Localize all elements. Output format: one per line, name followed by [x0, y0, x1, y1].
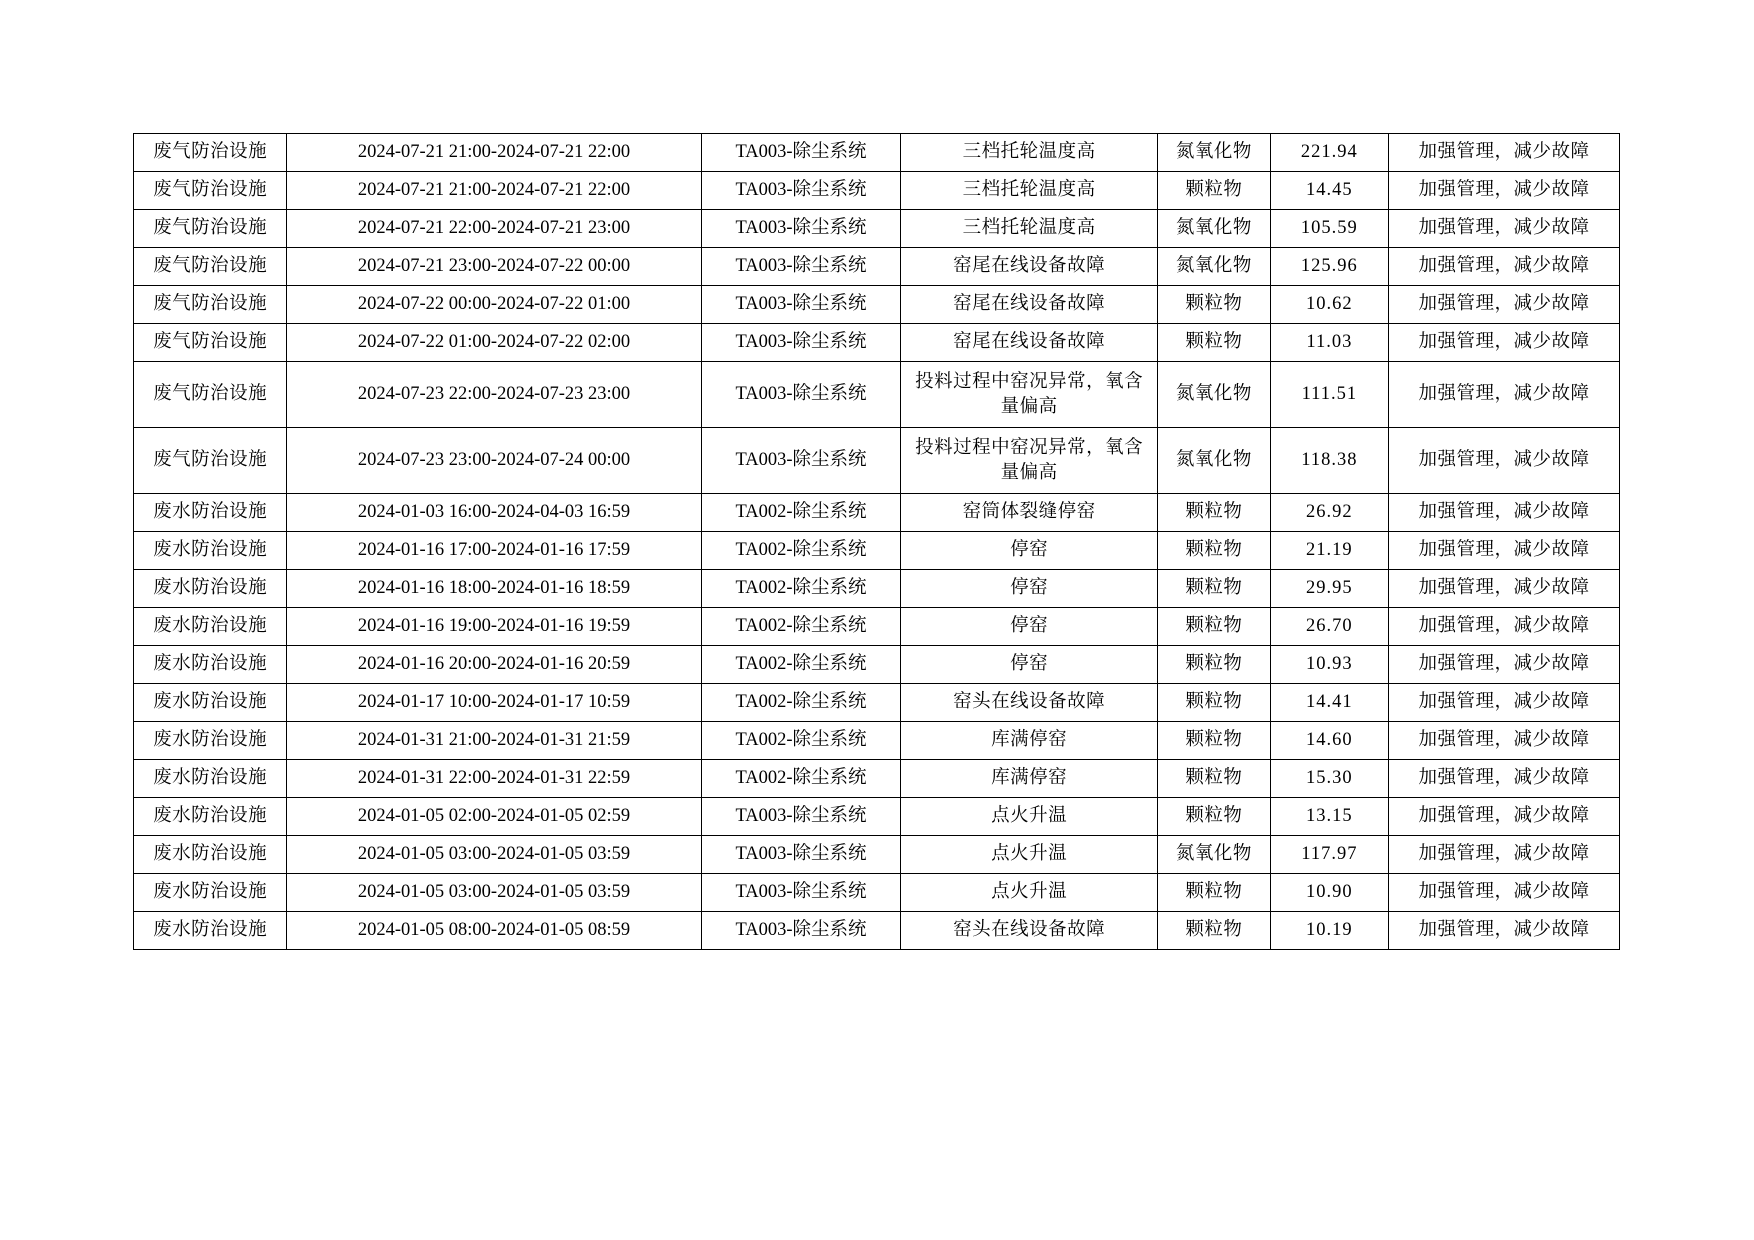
- cell-facility: 废水防治设施: [134, 912, 287, 950]
- cell-reason: 点火升温: [901, 798, 1158, 836]
- cell-value: 111.51: [1270, 362, 1388, 428]
- cell-measure: 加强管理，减少故障: [1389, 646, 1620, 684]
- cell-facility: 废水防治设施: [134, 646, 287, 684]
- cell-value: 118.38: [1270, 428, 1388, 494]
- cell-facility: 废水防治设施: [134, 836, 287, 874]
- cell-measure: 加强管理，减少故障: [1389, 286, 1620, 324]
- cell-time-range: 2024-07-21 21:00-2024-07-21 22:00: [287, 172, 702, 210]
- cell-value: 221.94: [1270, 134, 1388, 172]
- cell-measure: 加强管理，减少故障: [1389, 172, 1620, 210]
- cell-value: 21.19: [1270, 532, 1388, 570]
- cell-time-range: 2024-07-22 01:00-2024-07-22 02:00: [287, 324, 702, 362]
- cell-reason: 库满停窑: [901, 722, 1158, 760]
- table-row: [134, 494, 1620, 532]
- cell-device-code: TA003-除尘系统: [701, 324, 900, 362]
- cell-measure: 加强管理，减少故障: [1389, 684, 1620, 722]
- cell-device-code: TA003-除尘系统: [701, 286, 900, 324]
- cell-pollutant: 颗粒物: [1158, 798, 1271, 836]
- cell-time-range: 2024-01-16 17:00-2024-01-16 17:59: [287, 532, 702, 570]
- cell-device-code: TA003-除尘系统: [701, 362, 900, 428]
- cell-time-range: 2024-01-05 02:00-2024-01-05 02:59: [287, 798, 702, 836]
- table-row: [134, 722, 1620, 760]
- cell-time-range: 2024-01-05 03:00-2024-01-05 03:59: [287, 836, 702, 874]
- cell-pollutant: 颗粒物: [1158, 324, 1271, 362]
- cell-time-range: 2024-07-22 00:00-2024-07-22 01:00: [287, 286, 702, 324]
- cell-reason: 停窑: [901, 646, 1158, 684]
- cell-facility: 废气防治设施: [134, 362, 287, 428]
- cell-time-range: 2024-01-16 18:00-2024-01-16 18:59: [287, 570, 702, 608]
- cell-value: 26.92: [1270, 494, 1388, 532]
- cell-reason: 三档托轮温度高: [901, 210, 1158, 248]
- cell-measure: 加强管理，减少故障: [1389, 836, 1620, 874]
- cell-device-code: TA003-除尘系统: [701, 134, 900, 172]
- table-row: [134, 210, 1620, 248]
- table-row: [134, 760, 1620, 798]
- table-row: [134, 362, 1620, 428]
- cell-reason: 投料过程中窑况异常，氧含量偏高: [901, 362, 1158, 428]
- cell-facility: 废气防治设施: [134, 210, 287, 248]
- cell-reason: 窑筒体裂缝停窑: [901, 494, 1158, 532]
- cell-facility: 废气防治设施: [134, 324, 287, 362]
- cell-facility: 废气防治设施: [134, 286, 287, 324]
- cell-pollutant: 颗粒物: [1158, 608, 1271, 646]
- cell-facility: 废水防治设施: [134, 608, 287, 646]
- cell-value: 13.15: [1270, 798, 1388, 836]
- cell-reason: 库满停窑: [901, 760, 1158, 798]
- cell-time-range: 2024-01-05 03:00-2024-01-05 03:59: [287, 874, 702, 912]
- cell-facility: 废气防治设施: [134, 172, 287, 210]
- cell-measure: 加强管理，减少故障: [1389, 570, 1620, 608]
- cell-value: 11.03: [1270, 324, 1388, 362]
- cell-facility: 废气防治设施: [134, 134, 287, 172]
- cell-pollutant: 颗粒物: [1158, 684, 1271, 722]
- cell-time-range: 2024-07-21 22:00-2024-07-21 23:00: [287, 210, 702, 248]
- cell-measure: 加强管理，减少故障: [1389, 874, 1620, 912]
- cell-time-range: 2024-01-17 10:00-2024-01-17 10:59: [287, 684, 702, 722]
- cell-device-code: TA002-除尘系统: [701, 608, 900, 646]
- cell-measure: 加强管理，减少故障: [1389, 760, 1620, 798]
- cell-pollutant: 颗粒物: [1158, 286, 1271, 324]
- table-row: [134, 912, 1620, 950]
- cell-value: 125.96: [1270, 248, 1388, 286]
- cell-value: 14.45: [1270, 172, 1388, 210]
- cell-device-code: TA002-除尘系统: [701, 532, 900, 570]
- cell-measure: 加强管理，减少故障: [1389, 134, 1620, 172]
- cell-device-code: TA003-除尘系统: [701, 248, 900, 286]
- cell-time-range: 2024-01-05 08:00-2024-01-05 08:59: [287, 912, 702, 950]
- cell-facility: 废水防治设施: [134, 570, 287, 608]
- cell-measure: 加强管理，减少故障: [1389, 722, 1620, 760]
- cell-device-code: TA003-除尘系统: [701, 836, 900, 874]
- table-row: [134, 608, 1620, 646]
- cell-measure: 加强管理，减少故障: [1389, 912, 1620, 950]
- cell-device-code: TA003-除尘系统: [701, 798, 900, 836]
- cell-value: 10.93: [1270, 646, 1388, 684]
- cell-pollutant: 氮氧化物: [1158, 248, 1271, 286]
- cell-time-range: 2024-01-31 22:00-2024-01-31 22:59: [287, 760, 702, 798]
- cell-facility: 废气防治设施: [134, 248, 287, 286]
- cell-value: 10.90: [1270, 874, 1388, 912]
- cell-pollutant: 颗粒物: [1158, 722, 1271, 760]
- cell-reason: 点火升温: [901, 836, 1158, 874]
- cell-facility: 废气防治设施: [134, 428, 287, 494]
- cell-measure: 加强管理，减少故障: [1389, 362, 1620, 428]
- table-row: [134, 684, 1620, 722]
- cell-device-code: TA003-除尘系统: [701, 172, 900, 210]
- cell-device-code: TA002-除尘系统: [701, 494, 900, 532]
- cell-pollutant: 颗粒物: [1158, 912, 1271, 950]
- cell-time-range: 2024-07-21 21:00-2024-07-21 22:00: [287, 134, 702, 172]
- cell-time-range: 2024-07-23 23:00-2024-07-24 00:00: [287, 428, 702, 494]
- table-row: [134, 324, 1620, 362]
- cell-facility: 废水防治设施: [134, 874, 287, 912]
- cell-measure: 加强管理，减少故障: [1389, 608, 1620, 646]
- table-row: [134, 874, 1620, 912]
- cell-value: 10.19: [1270, 912, 1388, 950]
- table-row: [134, 248, 1620, 286]
- cell-reason: 三档托轮温度高: [901, 172, 1158, 210]
- cell-pollutant: 颗粒物: [1158, 172, 1271, 210]
- cell-time-range: 2024-01-31 21:00-2024-01-31 21:59: [287, 722, 702, 760]
- cell-device-code: TA003-除尘系统: [701, 874, 900, 912]
- cell-reason: 停窑: [901, 608, 1158, 646]
- cell-value: 105.59: [1270, 210, 1388, 248]
- cell-device-code: TA002-除尘系统: [701, 684, 900, 722]
- cell-facility: 废水防治设施: [134, 532, 287, 570]
- cell-time-range: 2024-07-21 23:00-2024-07-22 00:00: [287, 248, 702, 286]
- cell-value: 26.70: [1270, 608, 1388, 646]
- pollution-record-table: [133, 133, 1620, 950]
- cell-pollutant: 氮氧化物: [1158, 134, 1271, 172]
- cell-value: 29.95: [1270, 570, 1388, 608]
- cell-measure: 加强管理，减少故障: [1389, 210, 1620, 248]
- cell-pollutant: 颗粒物: [1158, 532, 1271, 570]
- cell-reason: 窑头在线设备故障: [901, 684, 1158, 722]
- cell-reason: 窑尾在线设备故障: [901, 286, 1158, 324]
- cell-reason: 窑头在线设备故障: [901, 912, 1158, 950]
- cell-pollutant: 氮氧化物: [1158, 836, 1271, 874]
- cell-device-code: TA003-除尘系统: [701, 210, 900, 248]
- table-row: [134, 836, 1620, 874]
- cell-device-code: TA003-除尘系统: [701, 912, 900, 950]
- table-row: [134, 286, 1620, 324]
- cell-device-code: TA002-除尘系统: [701, 570, 900, 608]
- cell-reason: 窑尾在线设备故障: [901, 324, 1158, 362]
- cell-reason: 停窑: [901, 532, 1158, 570]
- cell-pollutant: 颗粒物: [1158, 874, 1271, 912]
- table-row: [134, 570, 1620, 608]
- cell-measure: 加强管理，减少故障: [1389, 494, 1620, 532]
- cell-measure: 加强管理，减少故障: [1389, 248, 1620, 286]
- cell-time-range: 2024-07-23 22:00-2024-07-23 23:00: [287, 362, 702, 428]
- cell-pollutant: 氮氧化物: [1158, 362, 1271, 428]
- table-row: [134, 646, 1620, 684]
- cell-device-code: TA002-除尘系统: [701, 760, 900, 798]
- table-row: [134, 172, 1620, 210]
- cell-pollutant: 颗粒物: [1158, 646, 1271, 684]
- cell-value: 14.41: [1270, 684, 1388, 722]
- cell-reason: 窑尾在线设备故障: [901, 248, 1158, 286]
- cell-value: 10.62: [1270, 286, 1388, 324]
- cell-reason: 点火升温: [901, 874, 1158, 912]
- cell-pollutant: 颗粒物: [1158, 494, 1271, 532]
- cell-device-code: TA003-除尘系统: [701, 428, 900, 494]
- cell-facility: 废水防治设施: [134, 722, 287, 760]
- cell-pollutant: 氮氧化物: [1158, 428, 1271, 494]
- cell-time-range: 2024-01-16 20:00-2024-01-16 20:59: [287, 646, 702, 684]
- cell-measure: 加强管理，减少故障: [1389, 324, 1620, 362]
- cell-value: 15.30: [1270, 760, 1388, 798]
- cell-facility: 废水防治设施: [134, 760, 287, 798]
- table-row: [134, 428, 1620, 494]
- cell-device-code: TA002-除尘系统: [701, 722, 900, 760]
- cell-reason: 投料过程中窑况异常，氧含量偏高: [901, 428, 1158, 494]
- cell-value: 117.97: [1270, 836, 1388, 874]
- cell-value: 14.60: [1270, 722, 1388, 760]
- cell-time-range: 2024-01-16 19:00-2024-01-16 19:59: [287, 608, 702, 646]
- cell-pollutant: 颗粒物: [1158, 760, 1271, 798]
- cell-facility: 废水防治设施: [134, 684, 287, 722]
- cell-facility: 废水防治设施: [134, 798, 287, 836]
- cell-reason: 停窑: [901, 570, 1158, 608]
- pollution-record-table-wrapper: [133, 133, 1620, 950]
- cell-time-range: 2024-01-03 16:00-2024-04-03 16:59: [287, 494, 702, 532]
- table-row: [134, 798, 1620, 836]
- cell-measure: 加强管理，减少故障: [1389, 798, 1620, 836]
- cell-pollutant: 氮氧化物: [1158, 210, 1271, 248]
- table-body: [134, 134, 1620, 950]
- cell-device-code: TA002-除尘系统: [701, 646, 900, 684]
- cell-facility: 废水防治设施: [134, 494, 287, 532]
- cell-reason: 三档托轮温度高: [901, 134, 1158, 172]
- cell-measure: 加强管理，减少故障: [1389, 532, 1620, 570]
- cell-measure: 加强管理，减少故障: [1389, 428, 1620, 494]
- table-row: [134, 532, 1620, 570]
- cell-pollutant: 颗粒物: [1158, 570, 1271, 608]
- table-row: [134, 134, 1620, 172]
